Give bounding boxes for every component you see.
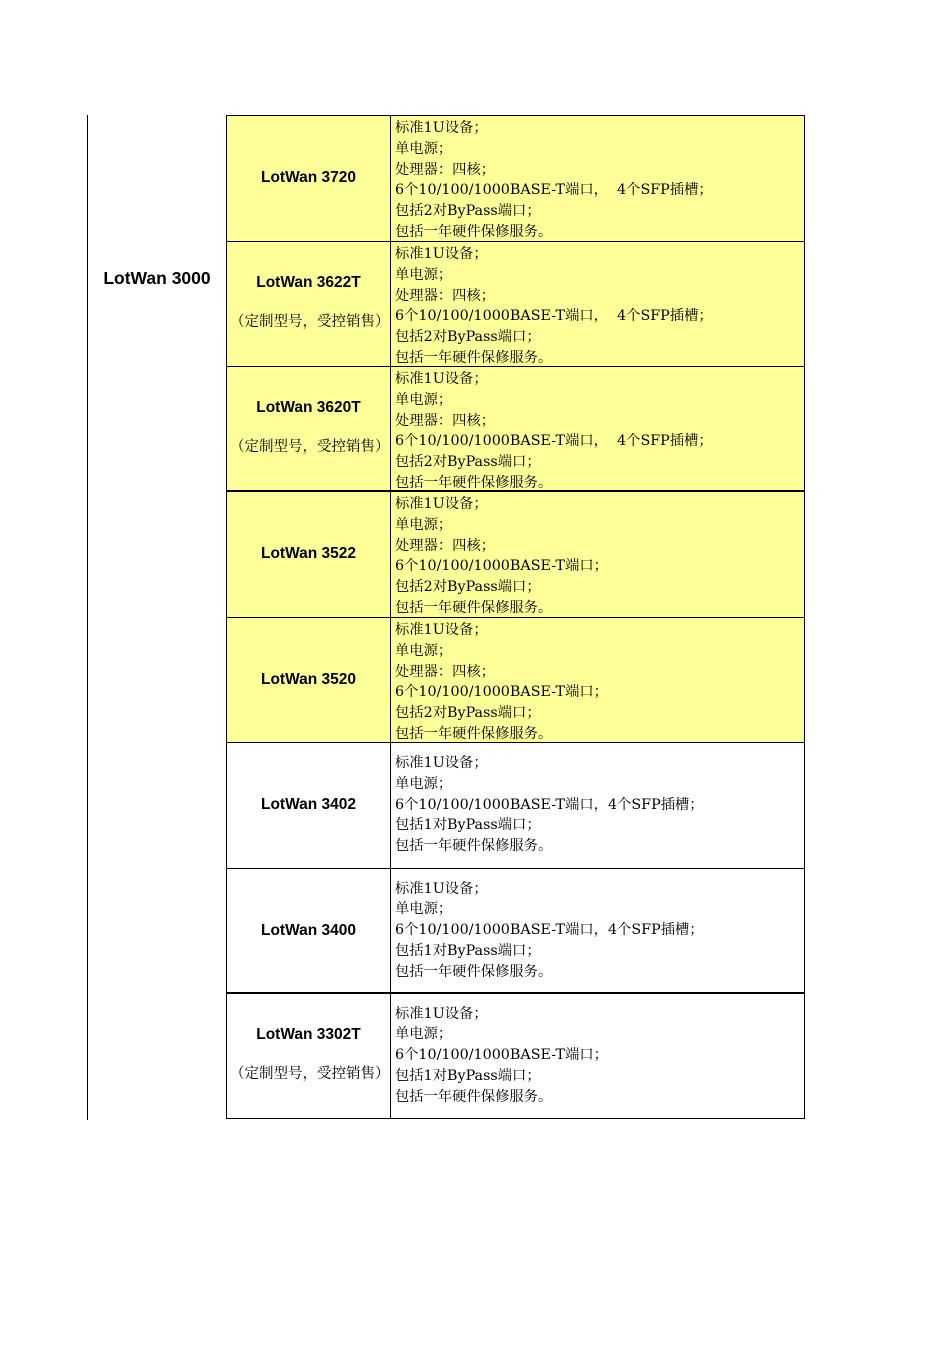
spec-line: 包括一年硬件保修服务。	[395, 725, 553, 742]
model-row	[226, 241, 805, 366]
spec-line: 6个10/100/1000BASE-T端口；	[395, 558, 608, 575]
model-cell	[226, 241, 391, 366]
spec-line: 标准1U设备；	[395, 496, 488, 512]
model-cell	[226, 617, 391, 742]
spec-line: 处理器：四核；	[395, 537, 496, 554]
spec-line: 单电源；	[395, 1026, 453, 1043]
spec-line: 标准1U设备；	[395, 755, 488, 771]
spec-cell	[391, 742, 805, 868]
spec-line: 包括一年硬件保修服务。	[395, 474, 553, 491]
spec-line: 包括2对ByPass端口；	[395, 329, 541, 346]
model-name: LotWan 3622T	[256, 274, 361, 291]
spec-line: 单电源；	[395, 266, 453, 283]
spec-line: 处理器：四核；	[395, 161, 496, 178]
row-divider	[226, 366, 805, 367]
spec-cell	[391, 115, 805, 241]
row-divider	[226, 868, 805, 869]
spec-line: 包括2对ByPass端口；	[395, 454, 541, 471]
spec-line: 标准1U设备；	[395, 246, 488, 262]
model-name: LotWan 3402	[260, 796, 357, 813]
spec-line: 包括1对ByPass端口；	[395, 942, 541, 959]
spec-line: 标准1U设备；	[395, 622, 488, 638]
spec-line: 处理器：四核；	[395, 663, 496, 680]
spec-cell	[391, 241, 805, 366]
spec-line: 标准1U设备；	[395, 371, 488, 387]
spec-line: 包括一年硬件保修服务。	[395, 838, 553, 855]
spec-line: 6个10/100/1000BASE-T端口， 4个SFP插槽；	[395, 182, 713, 199]
spec-line: 包括一年硬件保修服务。	[395, 223, 553, 240]
model-row	[226, 742, 805, 868]
spec-line: 包括2对ByPass端口；	[395, 705, 541, 722]
spec-line: 包括一年硬件保修服务。	[395, 349, 553, 366]
model-row	[226, 617, 805, 742]
model-cell	[226, 868, 391, 993]
model-note: （定制型号，受控销售）	[230, 1066, 390, 1082]
series-column-border	[87, 115, 88, 1120]
model-row	[226, 366, 805, 491]
spec-line: 包括一年硬件保修服务。	[395, 963, 553, 980]
spec-line: 单电源；	[395, 642, 453, 659]
model-row	[226, 115, 805, 241]
model-name: LotWan 3400	[260, 921, 357, 939]
spec-line: 6个10/100/1000BASE-T端口， 4个SFP插槽；	[395, 308, 713, 325]
spec-line: 6个10/100/1000BASE-T端口；	[395, 1047, 608, 1064]
model-cell	[226, 993, 391, 1118]
spec-cell	[391, 366, 805, 491]
model-cell	[226, 491, 391, 617]
spec-line: 单电源；	[395, 391, 453, 408]
row-divider	[226, 115, 805, 116]
spec-line: 标准1U设备；	[395, 1005, 488, 1022]
spec-line: 处理器：四核；	[395, 287, 496, 304]
model-cell	[226, 742, 391, 868]
row-divider	[226, 1118, 805, 1119]
spec-cell	[391, 868, 805, 993]
model-name: LotWan 3520	[260, 670, 357, 688]
spec-line: 单电源；	[395, 140, 453, 157]
model-name: LotWan 3620T	[256, 399, 361, 416]
row-divider	[226, 992, 805, 994]
row-divider	[226, 241, 805, 242]
spec-line: 处理器：四核；	[395, 412, 496, 429]
spec-line: 包括一年硬件保修服务。	[395, 599, 553, 616]
spec-line: 包括1对ByPass端口；	[395, 1067, 541, 1084]
model-name: LotWan 3720	[260, 169, 357, 186]
model-cell	[226, 366, 391, 491]
row-divider	[226, 617, 805, 618]
model-cell	[226, 115, 391, 241]
spec-line: 包括1对ByPass端口；	[395, 817, 541, 834]
spec-line: 6个10/100/1000BASE-T端口；	[395, 684, 608, 701]
model-row	[226, 868, 805, 993]
spec-line: 单电源；	[395, 901, 453, 918]
spec-cell	[391, 993, 805, 1118]
model-name: LotWan 3302T	[256, 1026, 361, 1043]
model-note: （定制型号，受控销售）	[230, 439, 390, 455]
spec-cell	[391, 617, 805, 742]
spec-line: 包括2对ByPass端口；	[395, 579, 541, 596]
spec-line: 6个10/100/1000BASE-T端口，4个SFP插槽；	[395, 922, 704, 939]
spec-line: 6个10/100/1000BASE-T端口， 4个SFP插槽；	[395, 433, 713, 450]
row-divider	[226, 490, 805, 492]
spec-line: 单电源；	[395, 516, 453, 533]
spec-line: 标准1U设备；	[395, 880, 488, 897]
series-label: LotWan 3000	[103, 268, 211, 288]
spec-line: 6个10/100/1000BASE-T端口，4个SFP插槽；	[395, 796, 704, 813]
row-divider	[226, 742, 805, 743]
spec-line: 包括2对ByPass端口；	[395, 203, 541, 220]
model-name: LotWan 3522	[260, 545, 357, 562]
model-note: （定制型号，受控销售）	[230, 314, 390, 330]
spec-cell	[391, 491, 805, 617]
model-row	[226, 491, 805, 617]
spec-line: 单电源；	[395, 775, 453, 792]
spec-line: 标准1U设备；	[395, 120, 488, 136]
model-row	[226, 993, 805, 1118]
spec-line: 包括一年硬件保修服务。	[395, 1088, 553, 1105]
